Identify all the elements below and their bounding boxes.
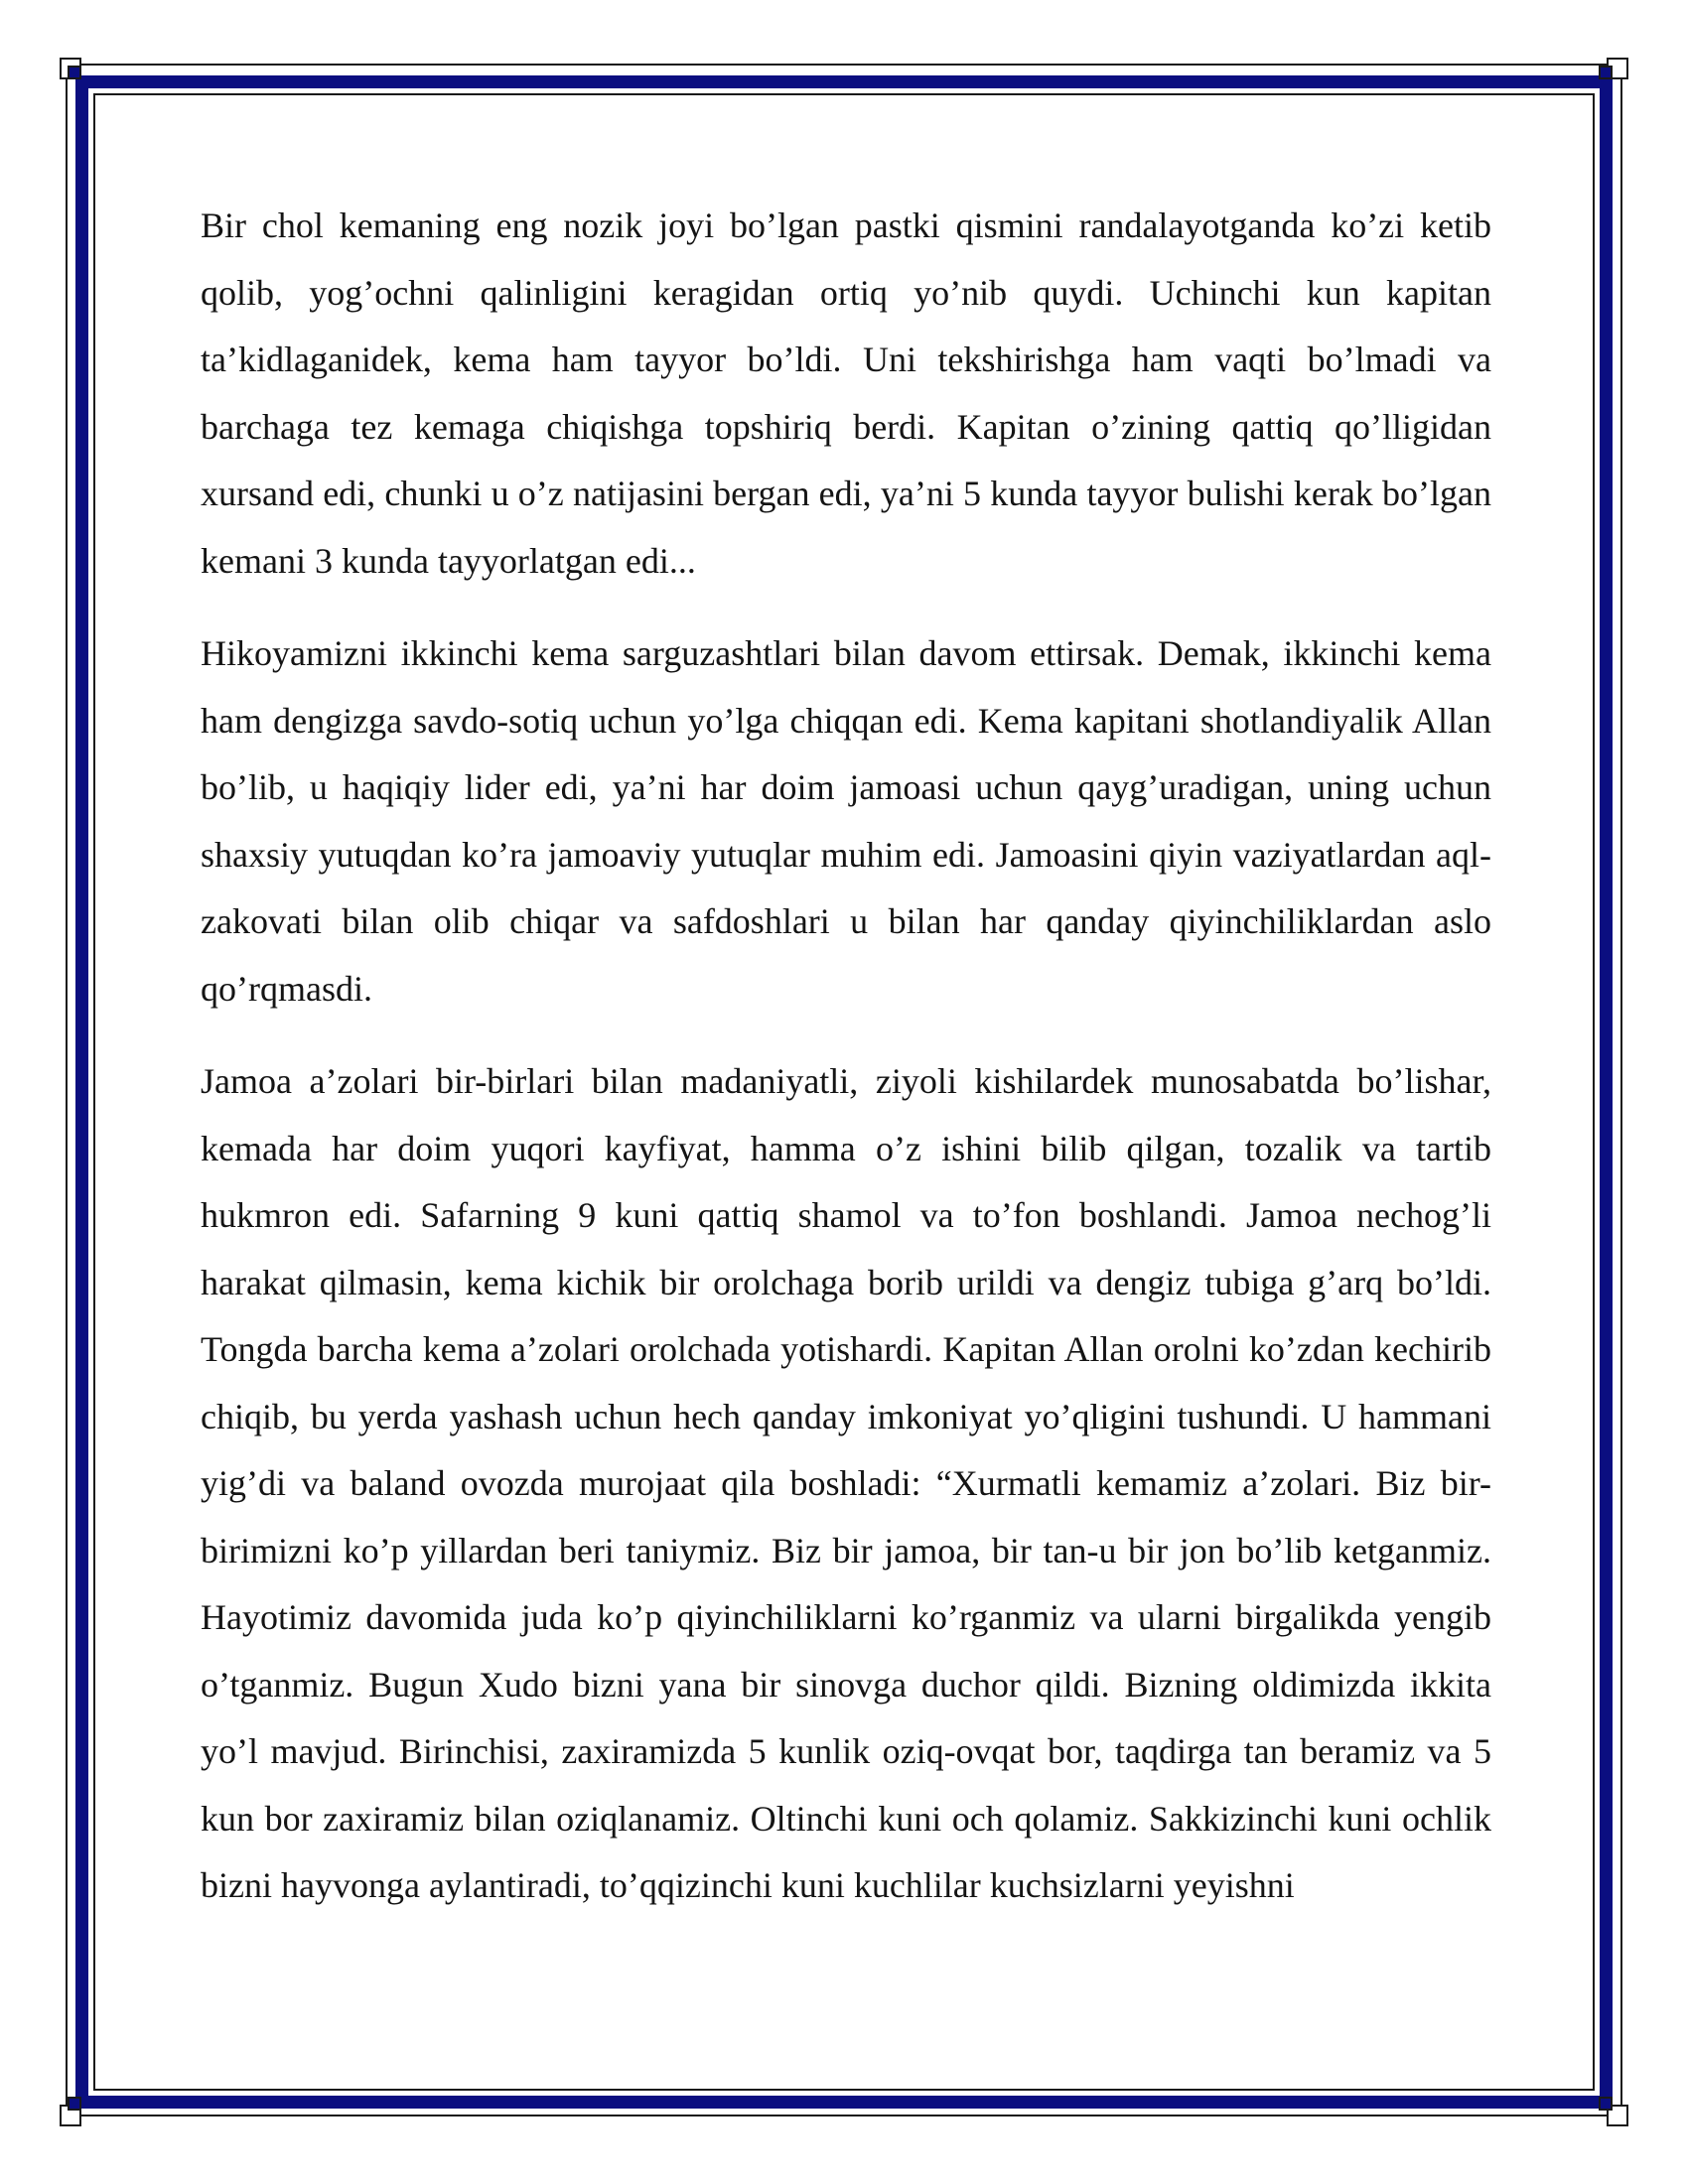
corner-ornament-bottom-left: [60, 2097, 89, 2126]
paragraph-1: Bir chol kemaning eng nozik joyi bo’lgan pastki qismini randalayotganda ko’zi ketib qolib, yog’ochni qalinligini keragidan ortiq yo’nib quydi. Uchinchi kun kapitan ta’kidlaganidek, kema ham tayyor bo’ldi. Uni tekshirishga ham vaqti bo’lmadi va barchaga tez kemaga chiqishga topshiriq berdi. Kapitan o’zining qattiq qo’lligidan xursand edi, chunki u o’z natijasini bergan edi, ya’ni 5 kunda tayyor bulishi kerak bo’lgan kemani 3 kunda tayyorlatgan edi...: [201, 205, 1491, 581]
corner-ornament-top-right: [1599, 58, 1628, 87]
document-body: [201, 193, 1491, 1946]
paragraph-3: Jamoa a’zolari bir-birlari bilan madaniyatli, ziyoli kishilardek munosabatda bo’lishar, kemada har doim yuqori kayfiyat, hamma o’z ishini bilib qilgan, tozalik va tartib hukmron edi. Safarning 9 kuni qattiq shamol va to’fon boshlandi. Jamoa nechog’li harakat qilmasin, kema kichik bir orolchaga borib urildi va dengiz tubiga g’arq bo’ldi. Tongda barcha kema a’zolari orolchada yotishardi. Kapitan Allan orolni ko’zdan kechirib chiqib, bu yerda yashash uchun hech qanday imkoniyat yo’qligini tushundi. U hammani yig’di va baland ovozda murojaat qila boshladi: “Xurmatli kemamiz a’zolari. Biz bir-birimizni ko’p yillardan beri taniymiz. Biz bir jamoa, bir tan-u bir jon bo’lib ketganmiz. Hayotimiz davomida juda ko’p qiyinchiliklarni ko’rganmiz va ularni birgalikda yengib o’tganmiz. Bugun Xudo bizni yana bir sinovga duchor qildi. Bizning oldimizda ikkita yo’l mavjud. Birinchisi, zaxiramizda 5 kunlik oziq-ovqat bor, taqdirga tan beramiz va 5 kun bor zaxiramiz bilan oziqlanamiz. Oltinchi kuni och qolamiz. Sakkizinchi kuni ochlik bizni hayvonga aylantiradi, to’qqizinchi kuni kuchlilar kuchsizlarni yeyishni: [201, 1061, 1491, 1905]
corner-ornament-bottom-right: [1599, 2097, 1628, 2126]
corner-ornament-top-left: [60, 58, 89, 87]
paragraph-2: Hikoyamizni ikkinchi kema sarguzashtlari bilan davom ettirsak. Demak, ikkinchi kema ham dengizga savdo-sotiq uchun yo’lga chiqqan edi. Kema kapitani shotlandiyalik Allan bo’lib, u haqiqiy lider edi, ya’ni har doim jamoasi uchun qayg’uradigan, uning uchun shaxsiy yutuqdan ko’ra jamoaviy yutuqlar muhim edi. Jamoasini qiyin vaziyatlardan aql-zakovati bilan olib chiqar va safdoshlari u bilan har qanday qiyinchiliklardan aslo qo’rqmasdi.: [201, 633, 1491, 1009]
